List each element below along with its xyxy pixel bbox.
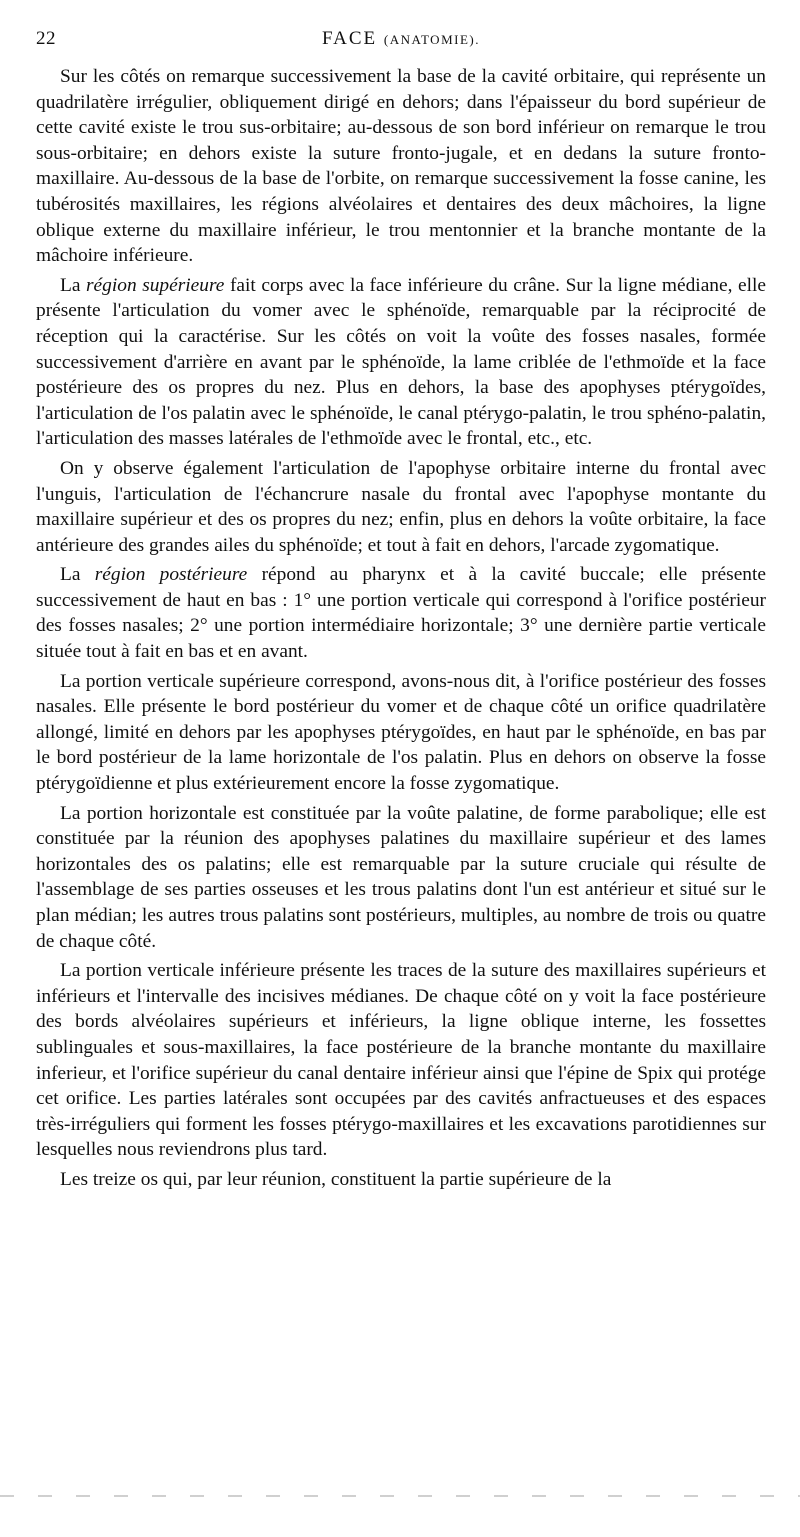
paragraph-text: La portion verticale inférieure présente les traces de la suture des maxillaires supérieurs et inférieurs et l'intervalle des incisives médianes. De chaque côté on y voit la face postérieure des bords alvéolaires supérieurs et inférieurs, la ligne oblique interne, les fossettes sublinguales et sous-maxillaires, la face postérieure de la branche montante du maxillaire inferieur, et l'orifice supérieur du canal dentaire inférieur ainsi que l'épine de Spix qui protége cet orifice. Les parties latérales sont occupées par des cavités anfractueuses et des espaces très-irréguliers qui forment les fosses ptérygo-maxillaires et les excavations parotidiennes sur lesquelles nous reviendrons plus tard. <box>36 960 766 1161</box>
running-head <box>36 26 766 60</box>
paragraph-text: Sur les côtés on remarque successivement la base de la cavité orbitaire, qui représente un quadrilatère irrégulier, obliquement dirigé en dehors; dans l'épaisseur du bord supérieur de cette cavité existe le trou sus-orbitaire; au-dessous de son bord inférieur on remarque le trou sous-orbitaire; en dehors existe la suture fronto-jugale, et en dedans la suture fronto-maxillaire. Au-dessous de la base de l'orbite, on remarque successivement la fosse canine, les tubérosités maxillaires, les régions alvéolaires et dentaires des deux mâchoires, la ligne oblique externe du maxillaire inférieur, le trou mentonnier et la branche montante de la mâchoire inférieure. <box>36 66 766 267</box>
book-page <box>36 26 766 1197</box>
body-text <box>36 64 766 1193</box>
paragraph-frontal-articulations <box>36 456 766 558</box>
page-number: 22 <box>36 28 56 49</box>
paragraph-text: répond au pharynx et à la cavité buccale; elle présente successivement de haut en bas : 1° une portion verticale qui correspond à l'orifice postérieur des fosses nasales; 2° une portion intermédiaire horizontale; 3° une dernière partie verticale située tout à fait en bas et en avant. <box>36 564 766 663</box>
running-title-subtitle: (ANATOMIE). <box>383 32 480 47</box>
paragraph-lead: La <box>60 564 95 586</box>
paragraph-horizontal-portion <box>36 801 766 955</box>
paragraph-lower-vertical-portion <box>36 958 766 1163</box>
paragraph-text: Les treize os qui, par leur réunion, constituent la partie supérieure de la <box>60 1168 612 1190</box>
paragraph-lead: La <box>60 274 87 296</box>
paragraph-thirteen-bones <box>36 1167 766 1193</box>
paragraph-text: La portion verticale supérieure correspond, avons-nous dit, à l'orifice postérieur des fosses nasales. Elle présente le bord postérieur du vomer et de chaque côté un orifice quadrilatère allongé, limité en dehors par les apophyses ptérygoïdes, en haut par le sphénoïde, en bas par le bord postérieur de la lame horizontale de l'os palatin. Plus en dehors on observe la fosse ptérygoïdienne et plus extérieurement encore la fosse zygomatique. <box>36 670 766 795</box>
section-term: région postérieure <box>94 564 248 586</box>
running-title <box>36 28 766 50</box>
paragraph-text: La portion horizontale est constituée par la voûte palatine, de forme parabolique; elle est constituée par la réunion des apophyses palatines du maxillaire supérieur et des lames horizontales des os palatins; elle est remarquable par la suture cruciale qui résulte de l'assemblage de ses parties osseuses et les trous palatins dont l'un est antérieur et situé sur le plan médian; les autres trous palatins sont postérieurs, multiples, au nombre de trois ou quatre de chaque côté. <box>36 802 766 952</box>
paragraph-superior-region <box>36 273 766 452</box>
running-title-main: FACE <box>322 28 378 49</box>
paragraph-upper-vertical-portion <box>36 669 766 797</box>
section-term: région supérieure <box>86 274 225 296</box>
paragraph-text: fait corps avec la face inférieure du crâne. Sur la ligne médiane, elle présente l'articulation du vomer avec le sphénoïde, remarquable par la réciprocité de réception qui la caractérise. Sur les côtés on voit la voûte des fosses nasales, formée successivement d'arrière en avant par le sphénoïde, la lame criblée de l'ethmoïde et la face postérieure des os propres du nez. Plus en dehors, la base des apophyses ptérygoïdes, l'articulation de l'os palatin avec le sphénoïde, le canal ptérygo-palatin, le trou sphéno-palatin, l'articulation des masses latérales de l'ethmoïde avec le frontal, etc., etc. <box>36 274 766 450</box>
paragraph-text: On y observe également l'articulation de l'apophyse orbitaire interne du frontal avec l'unguis, l'articulation de l'échancrure nasale du frontal avec l'apophyse montante du maxillaire supérieur et des os propres du nez; enfin, plus en dehors la voûte orbitaire, la face antérieure des grandes ailes du sphénoïde; et tout à fait en dehors, l'arcade zygomatique. <box>36 457 766 556</box>
paragraph-posterior-region <box>36 562 766 664</box>
scan-edge-artifact <box>0 1495 800 1497</box>
paragraph-lateral-sides <box>36 64 766 269</box>
